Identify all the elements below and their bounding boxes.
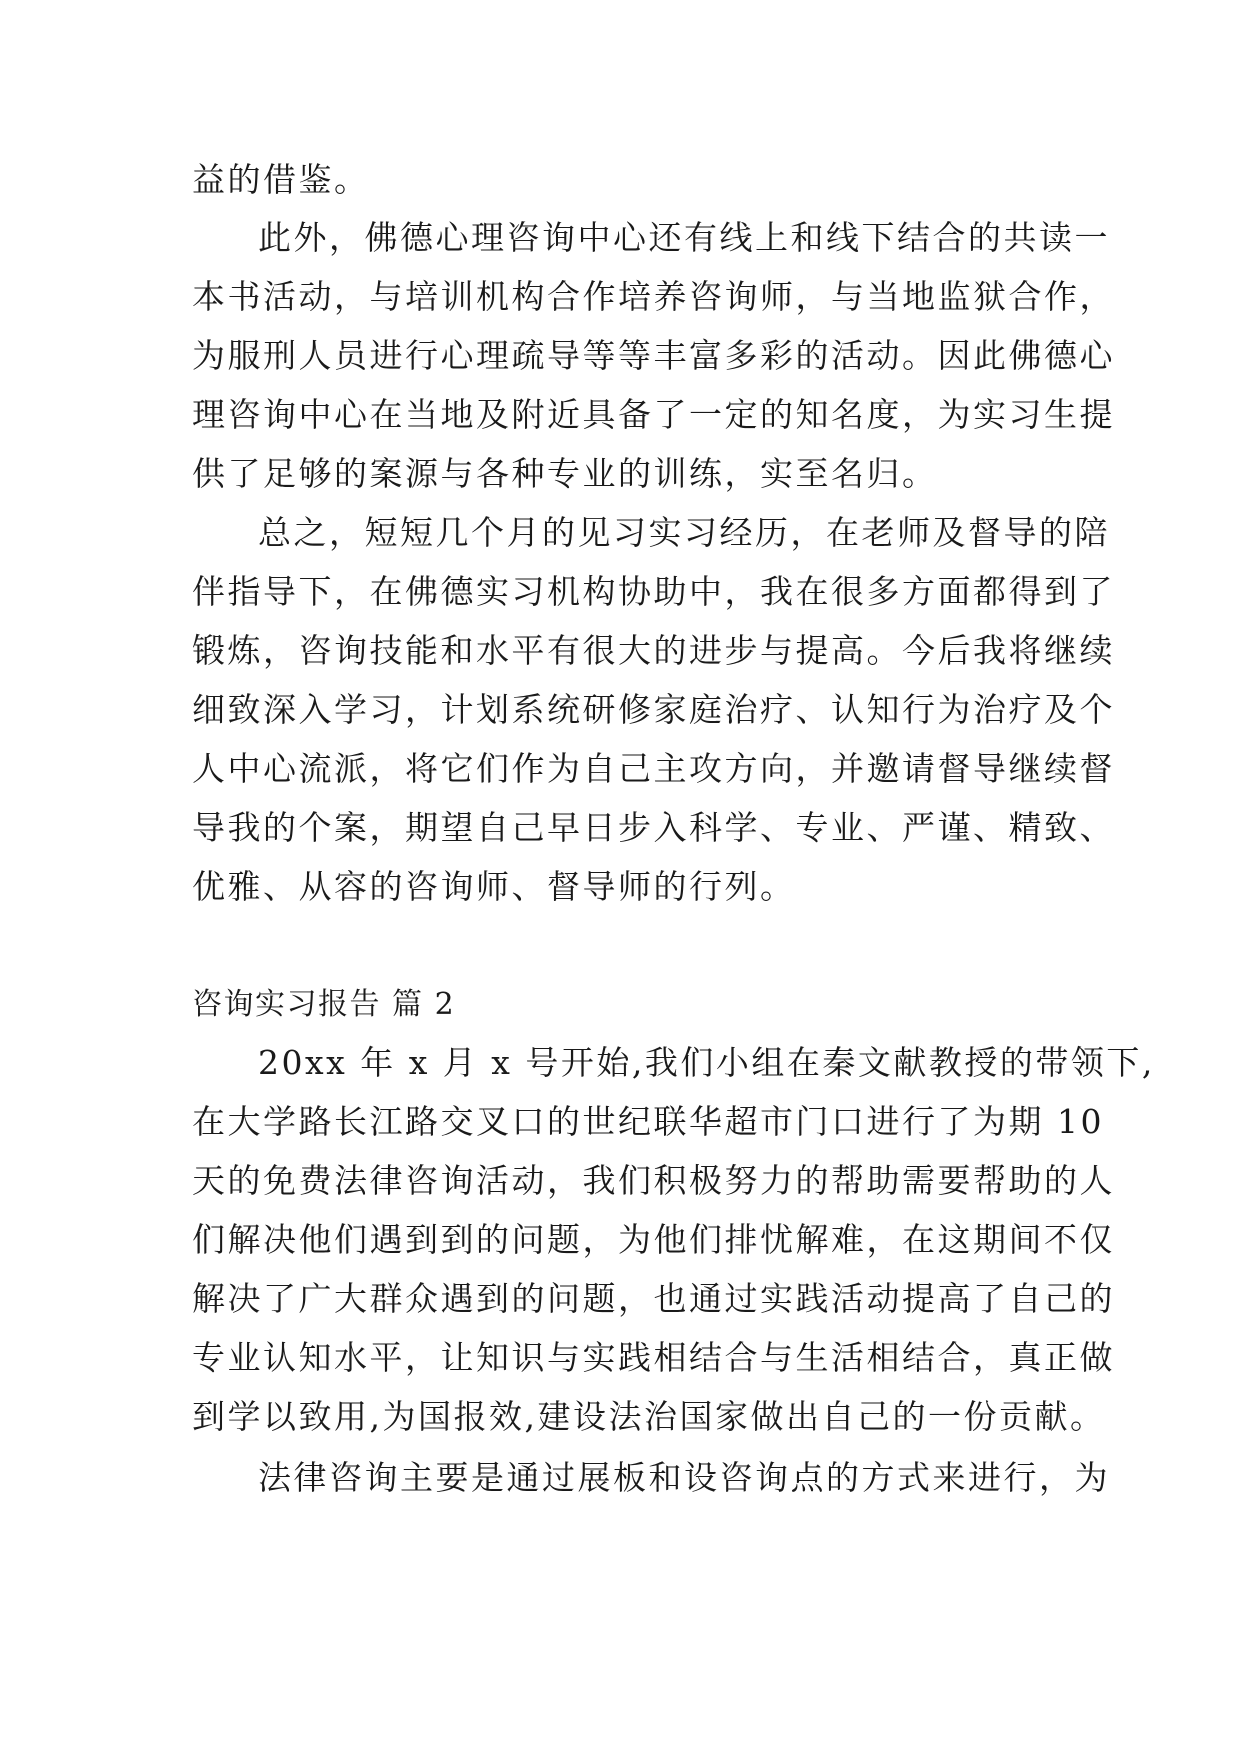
section-heading xyxy=(192,975,455,1034)
text-line: 本书活动，与培训机构合作培养咨询师，与当地监狱合作， xyxy=(192,277,1115,316)
paragraph-continuation xyxy=(192,150,370,209)
text-line: 供了足够的案源与各种专业的训练，实至名归。 xyxy=(192,454,938,493)
section-title: 咨询实习报告 篇 2 xyxy=(192,987,456,1022)
text-line: 天的免费法律咨询活动，我们积极努力的帮助需要帮助的人 xyxy=(192,1161,1115,1200)
text-line: 专业认知水平，让知识与实践相结合与生活相结合，真正做 xyxy=(192,1338,1115,1377)
text-line: 细致深入学习，计划系统研修家庭治疗、认知行为治疗及个 xyxy=(192,690,1115,729)
text-line: 锻炼，咨询技能和水平有很大的进步与提高。今后我将继续 xyxy=(192,631,1115,670)
text-line: 为服刑人员进行心理疏导等等丰富多彩的活动。因此佛德心 xyxy=(192,336,1115,375)
text-line: 导我的个案，期望自己早日步入科学、专业、严谨、精致、 xyxy=(192,808,1115,847)
text-line: 法律咨询主要是通过展板和设咨询点的方式来进行，为 xyxy=(258,1458,1110,1497)
paragraph xyxy=(192,208,1115,503)
text-line: 解决了广大群众遇到的问题，也通过实践活动提高了自己的 xyxy=(192,1279,1115,1318)
paragraph xyxy=(192,1448,1110,1507)
paragraph xyxy=(192,503,1115,916)
text-line: 到学以致用,为国报效,建设法治国家做出自己的一份贡献。 xyxy=(192,1397,1106,1436)
paragraph xyxy=(192,1033,1155,1446)
text-line: 20xx 年 x 月 x 号开始,我们小组在秦文献教授的带领下, xyxy=(258,1043,1155,1082)
text-line: 益的借鉴。 xyxy=(192,160,370,199)
text-line: 总之，短短几个月的见习实习经历，在老师及督导的陪 xyxy=(258,513,1110,552)
text-line: 理咨询中心在当地及附近具备了一定的知名度，为实习生提 xyxy=(192,395,1115,434)
text-line: 优雅、从容的咨询师、督导师的行列。 xyxy=(192,867,796,906)
text-line: 此外，佛德心理咨询中心还有线上和线下结合的共读一 xyxy=(258,218,1110,257)
text-line: 人中心流派，将它们作为自己主攻方向，并邀请督导继续督 xyxy=(192,749,1115,788)
text-line: 在大学路长江路交叉口的世纪联华超市门口进行了为期 10 xyxy=(192,1102,1104,1141)
text-line: 们解决他们遇到到的问题，为他们排忧解难，在这期间不仅 xyxy=(192,1220,1115,1259)
text-line: 伴指导下，在佛德实习机构协助中，我在很多方面都得到了 xyxy=(192,572,1115,611)
